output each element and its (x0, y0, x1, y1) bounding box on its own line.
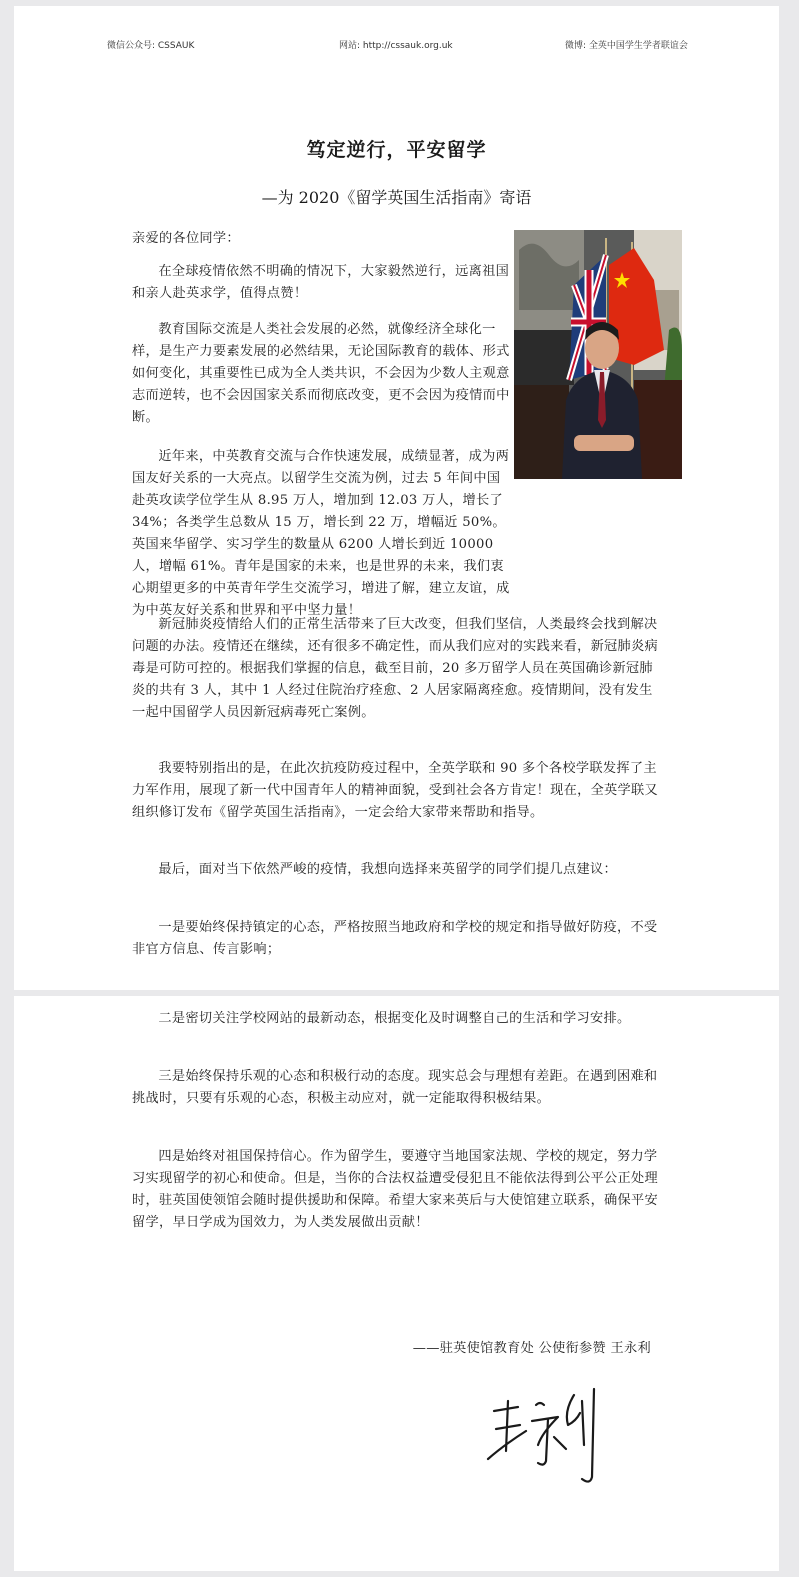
paragraph-8: 二是密切关注学校网站的最新动态，根据变化及时调整自己的生活和学习安排。 (158, 1011, 631, 1026)
header-website[interactable]: 网站: http://cssauk.org.uk (339, 41, 453, 51)
paragraph-5: 我要特别指出的是，在此次抗疫防疫过程中，全英学联和 90 多个各校学联发挥了主力军作用，展现了新一代中国青年人的精神面貌，受到社会各方肯定！现在，全英学联又组织修订发布《留学英国生活指南》，一定会给大家带来帮助和指导。 (132, 761, 659, 820)
paragraph-4: 新冠肺炎疫情给人们的正常生活带来了巨大改变，但我们坚信，人类最终会找到解决问题的办法。疫情还在继续，还有很多不确定性，而从我们应对的实践来看，新冠肺炎病毒是可防可控的。根据我们掌握的信息，截至目前，20 多万留学人员在英国确诊新冠肺炎的共有 3 人，其中 1 人经过住院治疗痊愈、2 人居家隔离痊愈。疫情期间，没有发生一起中国留学人员因新冠病毒死亡案例。 (132, 617, 659, 720)
page-subtitle: —为 2020《留学英国生活指南》寄语 (261, 188, 532, 207)
header-wechat: 微信公众号: CSSAUK (107, 41, 195, 51)
greeting: 亲爱的各位同学： (132, 231, 240, 246)
header-weibo: 微博: 全英中国学生学者联谊会 (565, 41, 688, 51)
paragraph-10: 四是始终对祖国保持信心。作为留学生，要遵守当地国家法规、学校的规定，努力学习实现留学的初心和使命。但是，当你的合法权益遭受侵犯且不能依法得到公平公正处理时，驻英国使领馆会随时提供援助和保障。希望大家来英后与大使馆建立联系，确保平安留学，早日学成为国效力，为人类发展做出贡献！ (132, 1149, 659, 1230)
signature-line: ——驻英使馆教育处 公使衔参赞 王永利 (412, 1341, 651, 1356)
portrait-photo (514, 230, 682, 479)
page-title: 笃定逆行，平安留学 (306, 139, 487, 161)
paragraph-7: 一是要始终保持镇定的心态，严格按照当地政府和学校的规定和指导做好防疫，不受非官方信息、传言影响； (132, 920, 658, 957)
paragraph-6: 最后，面对当下依然严峻的疫情，我想向选择来英留学的同学们提几点建议： (158, 862, 617, 877)
paragraph-2: 教育国际交流是人类社会发展的必然，就像经济全球化一样，是生产力要素发展的必然结果，无论国际教育的载体、形式如何变化，其重要性已成为全人类共识，不会因为少数人主观意志而逆转，也不会因国家关系而彻底改变，更不会因为疫情而中断。 (132, 322, 510, 425)
paragraph-3: 近年来，中英教育交流与合作快速发展，成绩显著，成为两国友好关系的一大亮点。以留学生交流为例，过去 5 年间中国赴英攻读学位学生从 8.95 万人，增加到 12.03 万人，增长了 34%；各类学生总数从 15 万，增长到 22 万，增幅近 50%。英国来华留学、实习学生的数量从 6200 人增长到近 10000 人，增幅 61%。青年是国家的未来，也是世界的未来，我们衷心期望更多的中英青年学生交流学习，增进了解，建立友谊，成为中英友好关系和世界和平中坚力量！ (132, 449, 510, 618)
paragraph-1: 在全球疫情依然不明确的情况下，大家毅然逆行，远离祖国和亲人赴英求学，值得点赞！ (132, 264, 510, 301)
document-page-2 (14, 996, 779, 1571)
handwritten-signature (484, 1381, 614, 1491)
document-page-1 (14, 6, 779, 990)
paragraph-9: 三是始终保持乐观的心态和积极行动的态度。现实总会与理想有差距。在遇到困难和挑战时，只要有乐观的心态，积极主动应对，就一定能取得积极结果。 (132, 1069, 658, 1106)
